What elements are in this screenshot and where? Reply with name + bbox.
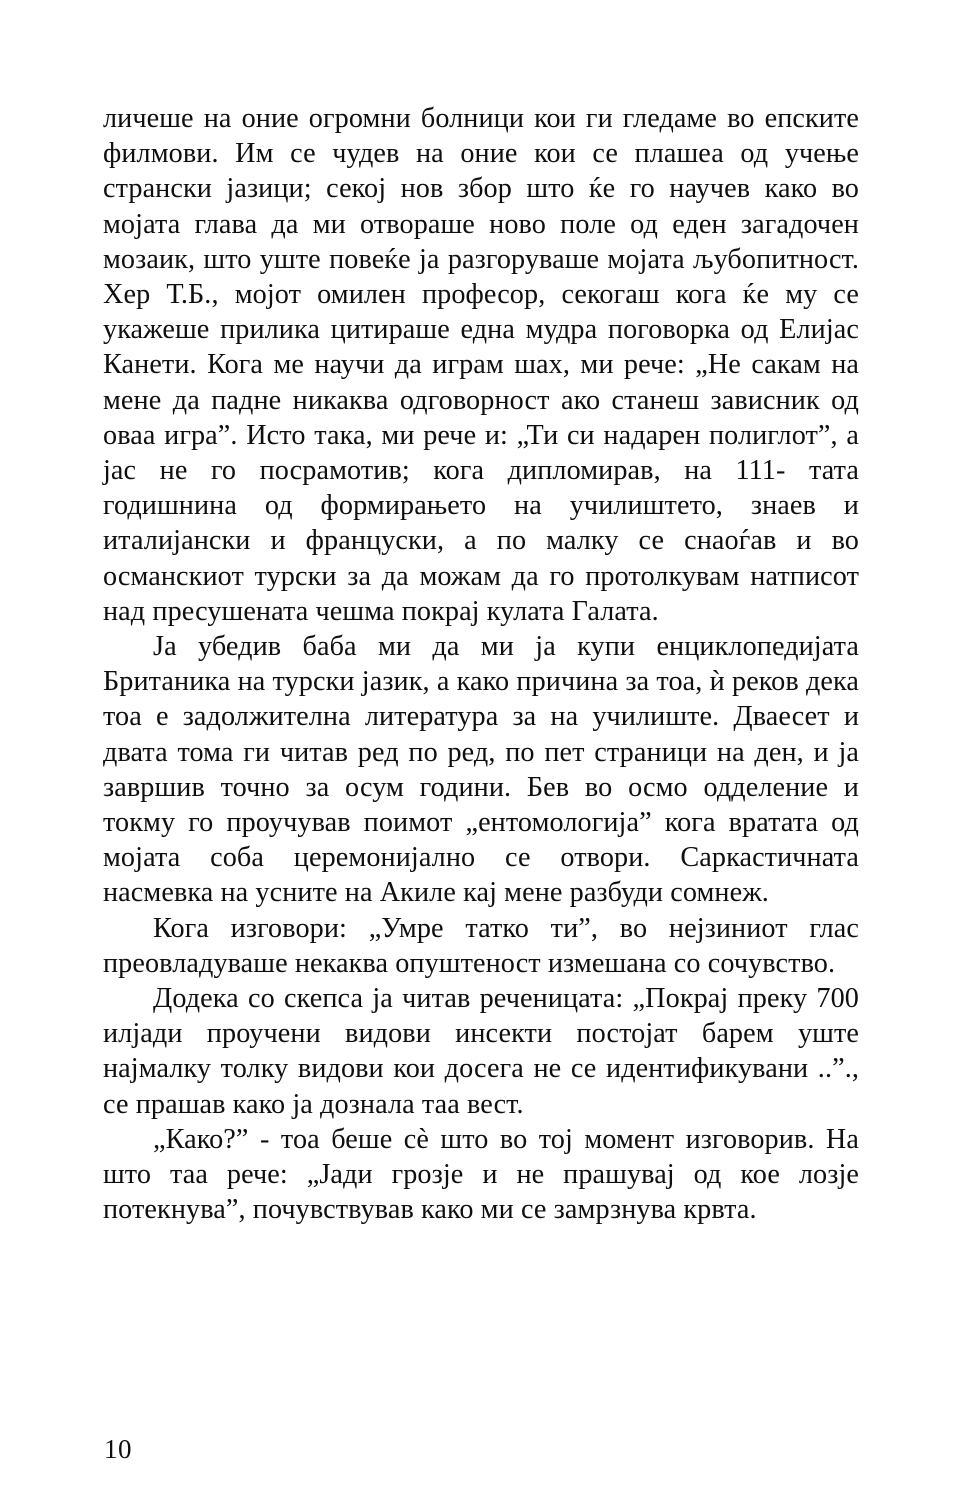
page-number: 10 <box>104 1434 132 1464</box>
paragraph-1: личеше на оние огромни болници кои ги гледаме во епските филмови. Им се чудев на оние кои се плашеа од учење странски јазици; секој нов збор што ќе го научев како во мојата глава да ми отвораше ново поле од еден загадочен мозаик, што уште повеќе ја разгоруваше мојата љубопитност. Хер Т.Б., мојот омилен професор, секогаш кога ќе му се укажеше прилика цитираше една мудра поговорка од Елијас Канети. Кога ме научи да играм шах, ми рече: „Не сакам на мене да падне никаква одговорност ако станеш зависник од оваа игра”. Исто така, ми рече и: „Ти си надарен полиглот”, а јас не го посрамотив; кога дипломирав, на 111- тата годишнина од формирањето на училиштето, знаев и италијански и француски, а по малку се снаоѓав и во османскиот турски за да можам да го протолкувам натписот над пресушената чешма покрај кулата Галата. <box>103 103 859 627</box>
paragraph-3: Кога изговори: „Умре татко ти”, во нејзиниот глас преовладуваше некаква опуштеност измешана со сочувство. <box>103 912 859 979</box>
paragraph-5: „Како?” - тоа беше сè што во тој момент изговорив. На што таа рече: „Јади грозје и не прашувај од кое лозје потекнува”, почувствував како ми се замрзнува крвта. <box>103 1123 859 1226</box>
page-text-block <box>103 101 859 1228</box>
paragraph-4: Додека со скепса ја читав реченицата: „Покрај преку 700 илјади проучени видови инсекти постојат барем уште најмалку толку видови кои досега не се идентификувани ..”., се прашав како ја дознала таа вест. <box>103 983 859 1120</box>
paragraph-2: Ја убедив баба ми да ми ја купи енциклопедијата Британика на турски јазик, а како причина за тоа, ѝ реков дека тоа е задолжителна литература за на училиште. Дваесет и двата тома ги читав ред по ред, по пет страници на ден, и ја завршив точно за осум години. Бев во осмо одделение и токму го проучував поимот „ентомологија” кога вратата од мојата соба церемонијално се отвори. Саркастичната насмевка на усните на Акиле кај мене разбуди сомнеж. <box>103 631 859 909</box>
